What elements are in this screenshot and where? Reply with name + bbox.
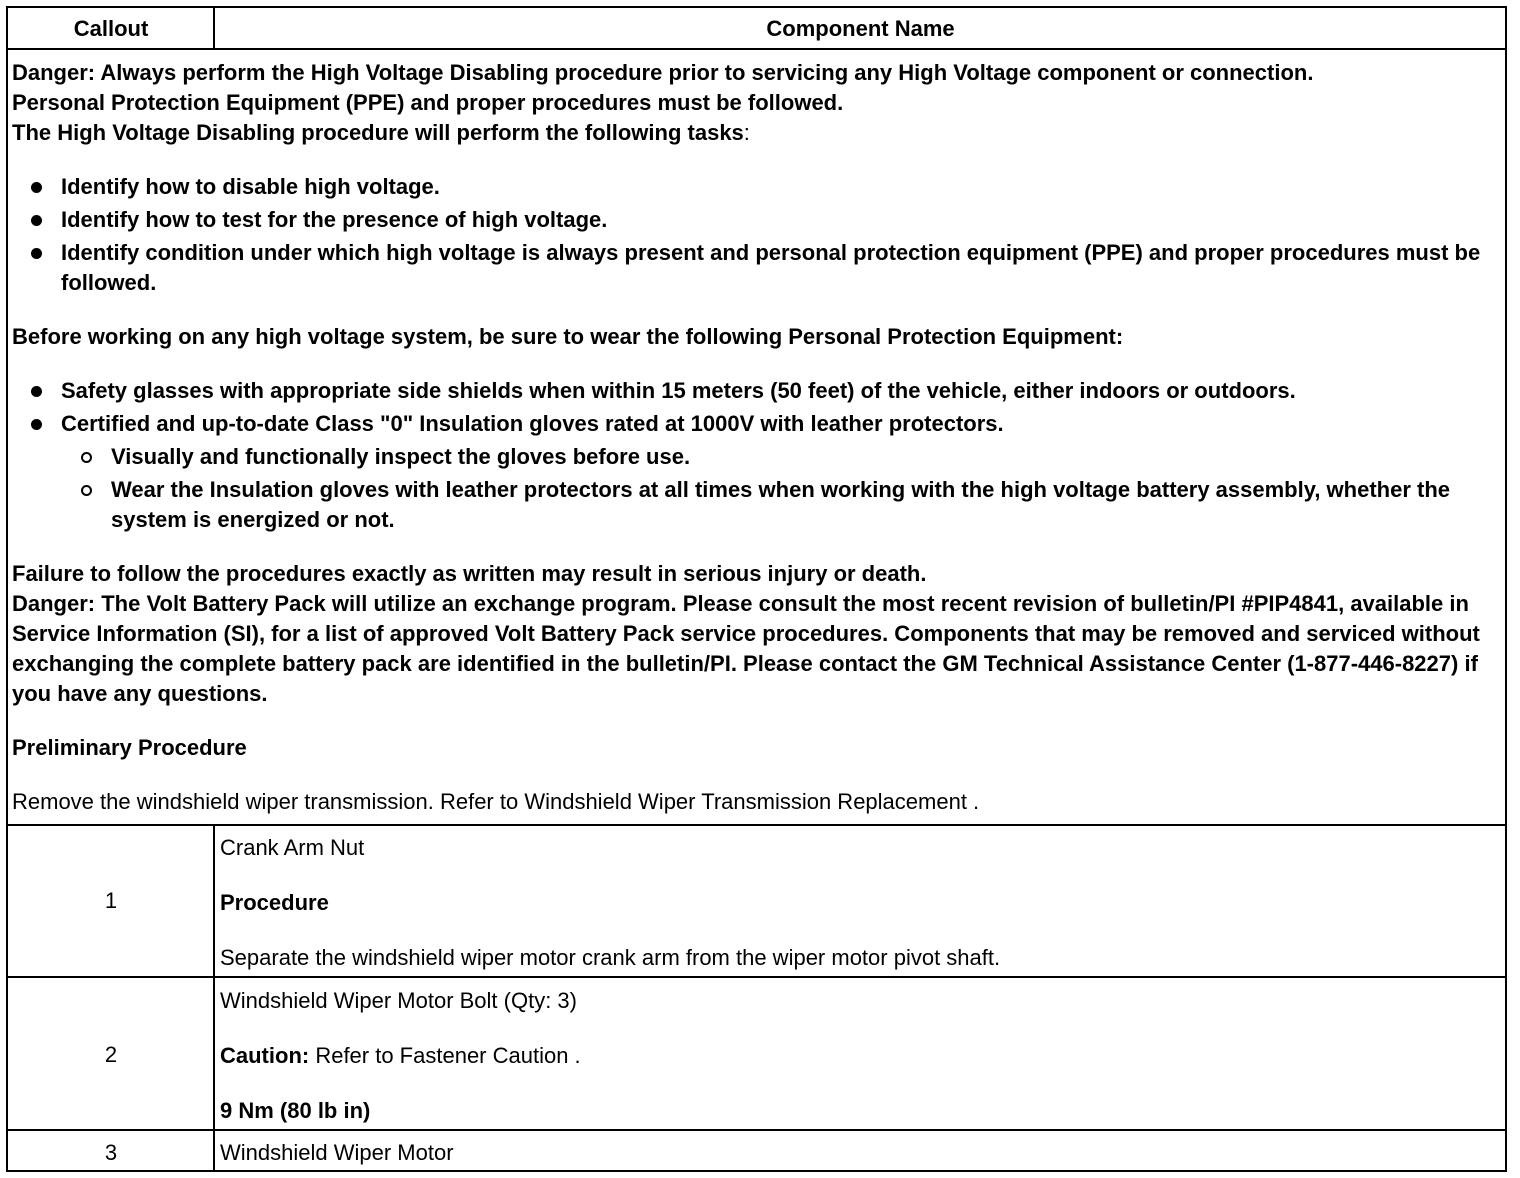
danger-line: Danger: Always perform the High Voltage Disabling procedure prior to servicing any High Voltage component or connection. bbox=[12, 60, 1314, 85]
bullet-icon bbox=[31, 182, 42, 193]
caution-text: Refer to Fastener Caution . bbox=[309, 1043, 581, 1068]
row-divider bbox=[8, 976, 1505, 978]
notes-divider bbox=[8, 824, 1505, 826]
service-table bbox=[6, 6, 1507, 1172]
component-name: Windshield Wiper Motor Bolt (Qty: 3) bbox=[220, 988, 577, 1013]
preliminary-text: Remove the windshield wiper transmission. Refer to Windshield Wiper Transmission Replacement . bbox=[12, 789, 980, 814]
component-name: Windshield Wiper Motor bbox=[220, 1140, 454, 1165]
tasks-list bbox=[12, 172, 1499, 298]
callout-2: 2 bbox=[104, 1042, 118, 1067]
column-divider bbox=[213, 825, 215, 1170]
procedure-label: Procedure bbox=[220, 890, 329, 915]
sub-bullet-icon bbox=[81, 452, 92, 463]
callout-3: 3 bbox=[104, 1140, 118, 1165]
list-item: Certified and up-to-date Class "0" Insulation gloves rated at 1000V with leather protectors. Visually and functionally inspect the gloves before use. Wear the Insulation gloves with leather protectors at all times when working with the high voltage battery assembly, whether the system is energized or not. bbox=[12, 409, 1499, 535]
list-item: Identify how to disable high voltage. bbox=[12, 172, 1499, 202]
list-item: Identify condition under which high voltage is always present and personal protection equipment (PPE) and proper procedures must be followed. bbox=[12, 238, 1499, 298]
list-item: Identify how to test for the presence of high voltage. bbox=[12, 205, 1499, 235]
sub-bullet-icon bbox=[81, 485, 92, 496]
component-cell-1 bbox=[220, 834, 1499, 972]
torque-spec: 9 Nm (80 lb in) bbox=[220, 1098, 371, 1123]
volt-danger-paragraph: Danger: The Volt Battery Pack will utilize an exchange program. Please consult the most recent revision of bulletin/PI #PIP4841, available in Service Information (SI), for a list of approved Volt Battery Pack service procedures. Components that may be removed and serviced without exchanging the complete battery pack are identified in the bulletin/PI. Please contact the GM Technical Assistance Center (1-877-446-8227) if you have any questions. bbox=[12, 591, 1480, 706]
row-divider bbox=[8, 1129, 1505, 1131]
equipment-list bbox=[12, 376, 1499, 535]
header-column-divider bbox=[213, 8, 215, 49]
header-component-name: Component Name bbox=[766, 16, 955, 41]
callout-1: 1 bbox=[104, 888, 118, 913]
ppe-line: Personal Protection Equipment (PPE) and proper procedures must be followed. bbox=[12, 90, 844, 115]
bullet-icon bbox=[31, 248, 42, 259]
component-cell-2 bbox=[220, 987, 1499, 1125]
list-item: Safety glasses with appropriate side shields when within 15 meters (50 feet) of the vehicle, either indoors or outdoors. bbox=[12, 376, 1499, 406]
caution-line bbox=[220, 1042, 1499, 1070]
glove-sublist bbox=[61, 442, 1499, 535]
bullet-icon bbox=[31, 386, 42, 397]
header-callout: Callout bbox=[73, 16, 149, 41]
bullet-icon bbox=[31, 419, 42, 430]
failure-line: Failure to follow the procedures exactly as written may result in serious injury or death. bbox=[12, 561, 927, 586]
component-cell-3 bbox=[220, 1139, 1499, 1167]
list-item: Wear the Insulation gloves with leather protectors at all times when working with the high voltage battery assembly, whether the system is energized or not. bbox=[61, 475, 1499, 535]
procedure-text: Separate the windshield wiper motor crank arm from the wiper motor pivot shaft. bbox=[220, 945, 1001, 970]
list-item: Visually and functionally inspect the gloves before use. bbox=[61, 442, 1499, 472]
header-divider bbox=[8, 48, 1505, 50]
preliminary-heading: Preliminary Procedure bbox=[12, 735, 247, 760]
tasks-intro bbox=[12, 118, 1499, 148]
bullet-icon bbox=[31, 215, 42, 226]
safety-notes bbox=[12, 58, 1499, 817]
before-working-line: Before working on any high voltage system, be sure to wear the following Personal Protection Equipment: bbox=[12, 324, 1124, 349]
caution-label: Caution: bbox=[220, 1043, 310, 1068]
tasks-intro-text: The High Voltage Disabling procedure will perform the following tasks bbox=[12, 120, 744, 145]
component-name: Crank Arm Nut bbox=[220, 835, 365, 860]
tasks-intro-colon: : bbox=[743, 120, 750, 145]
